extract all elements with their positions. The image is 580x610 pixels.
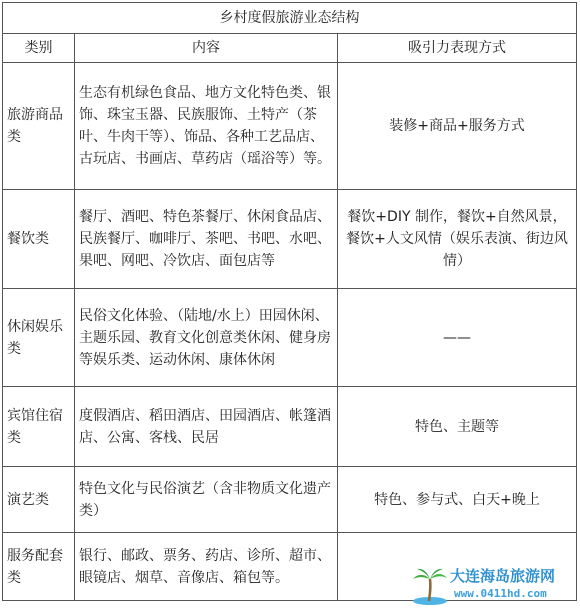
row-appeal: —— <box>338 289 577 387</box>
row-category: 演艺类 <box>3 467 75 533</box>
row-appeal: 餐饮+DIY 制作，餐饮+自然风景，餐饮+人文风情（娱乐表演、街边风情） <box>338 190 577 289</box>
table-header-row <box>3 34 577 63</box>
row-content: 餐厅、酒吧、特色茶餐厅、休闲食品店、民族餐厅、咖啡厅、茶吧、书吧、水吧、果吧、网吧、冷饮店、面包店等 <box>75 190 338 289</box>
header-category: 类别 <box>3 34 75 63</box>
table-row <box>3 289 577 387</box>
table-row <box>3 63 577 190</box>
row-content: 度假酒店、稻田酒店、田园酒店、帐篷酒店、公寓、客栈、民居 <box>75 387 338 467</box>
watermark-site-name: 大连海岛旅游网 <box>450 567 556 585</box>
table-row <box>3 387 577 467</box>
table-row <box>3 190 577 289</box>
row-content: 生态有机绿色食品、地方文化特色类、银饰、珠宝玉器、民族服饰、土特产（茶叶、牛肉干等）、饰品、各种工艺品店、古玩店、书画店、草药店（瑶浴等）等。 <box>75 63 338 190</box>
table-title: 乡村度假旅游业态结构 <box>3 3 577 34</box>
header-content: 内容 <box>75 34 338 63</box>
table-row <box>3 467 577 533</box>
row-content: 民俗文化体验、（陆地/水上）田园休闲、主题乐园、教育文化创意类休闲、健身房等娱乐类、运动休闲、康体休闲 <box>75 289 338 387</box>
business-structure-table <box>2 2 577 601</box>
row-category: 服务配套类 <box>3 533 75 601</box>
row-category: 休闲娱乐类 <box>3 289 75 387</box>
table-title-row <box>3 3 577 34</box>
palm-tree-logo-icon <box>408 563 452 607</box>
site-watermark <box>408 563 576 607</box>
row-appeal: 装修+商品+服务方式 <box>338 63 577 190</box>
watermark-url: www.0411hd.com <box>454 587 547 600</box>
row-category: 餐饮类 <box>3 190 75 289</box>
row-appeal: 特色、主题等 <box>338 387 577 467</box>
row-category: 宾馆住宿类 <box>3 387 75 467</box>
row-content: 特色文化与民俗演艺（含非物质文化遗产类） <box>75 467 338 533</box>
row-content: 银行、邮政、票务、药店、诊所、超市、眼镜店、烟草、音像店、箱包等。 <box>75 533 338 601</box>
row-category: 旅游商品类 <box>3 63 75 190</box>
header-appeal: 吸引力表现方式 <box>338 34 577 63</box>
row-appeal: 特色、参与式、白天+晚上 <box>338 467 577 533</box>
